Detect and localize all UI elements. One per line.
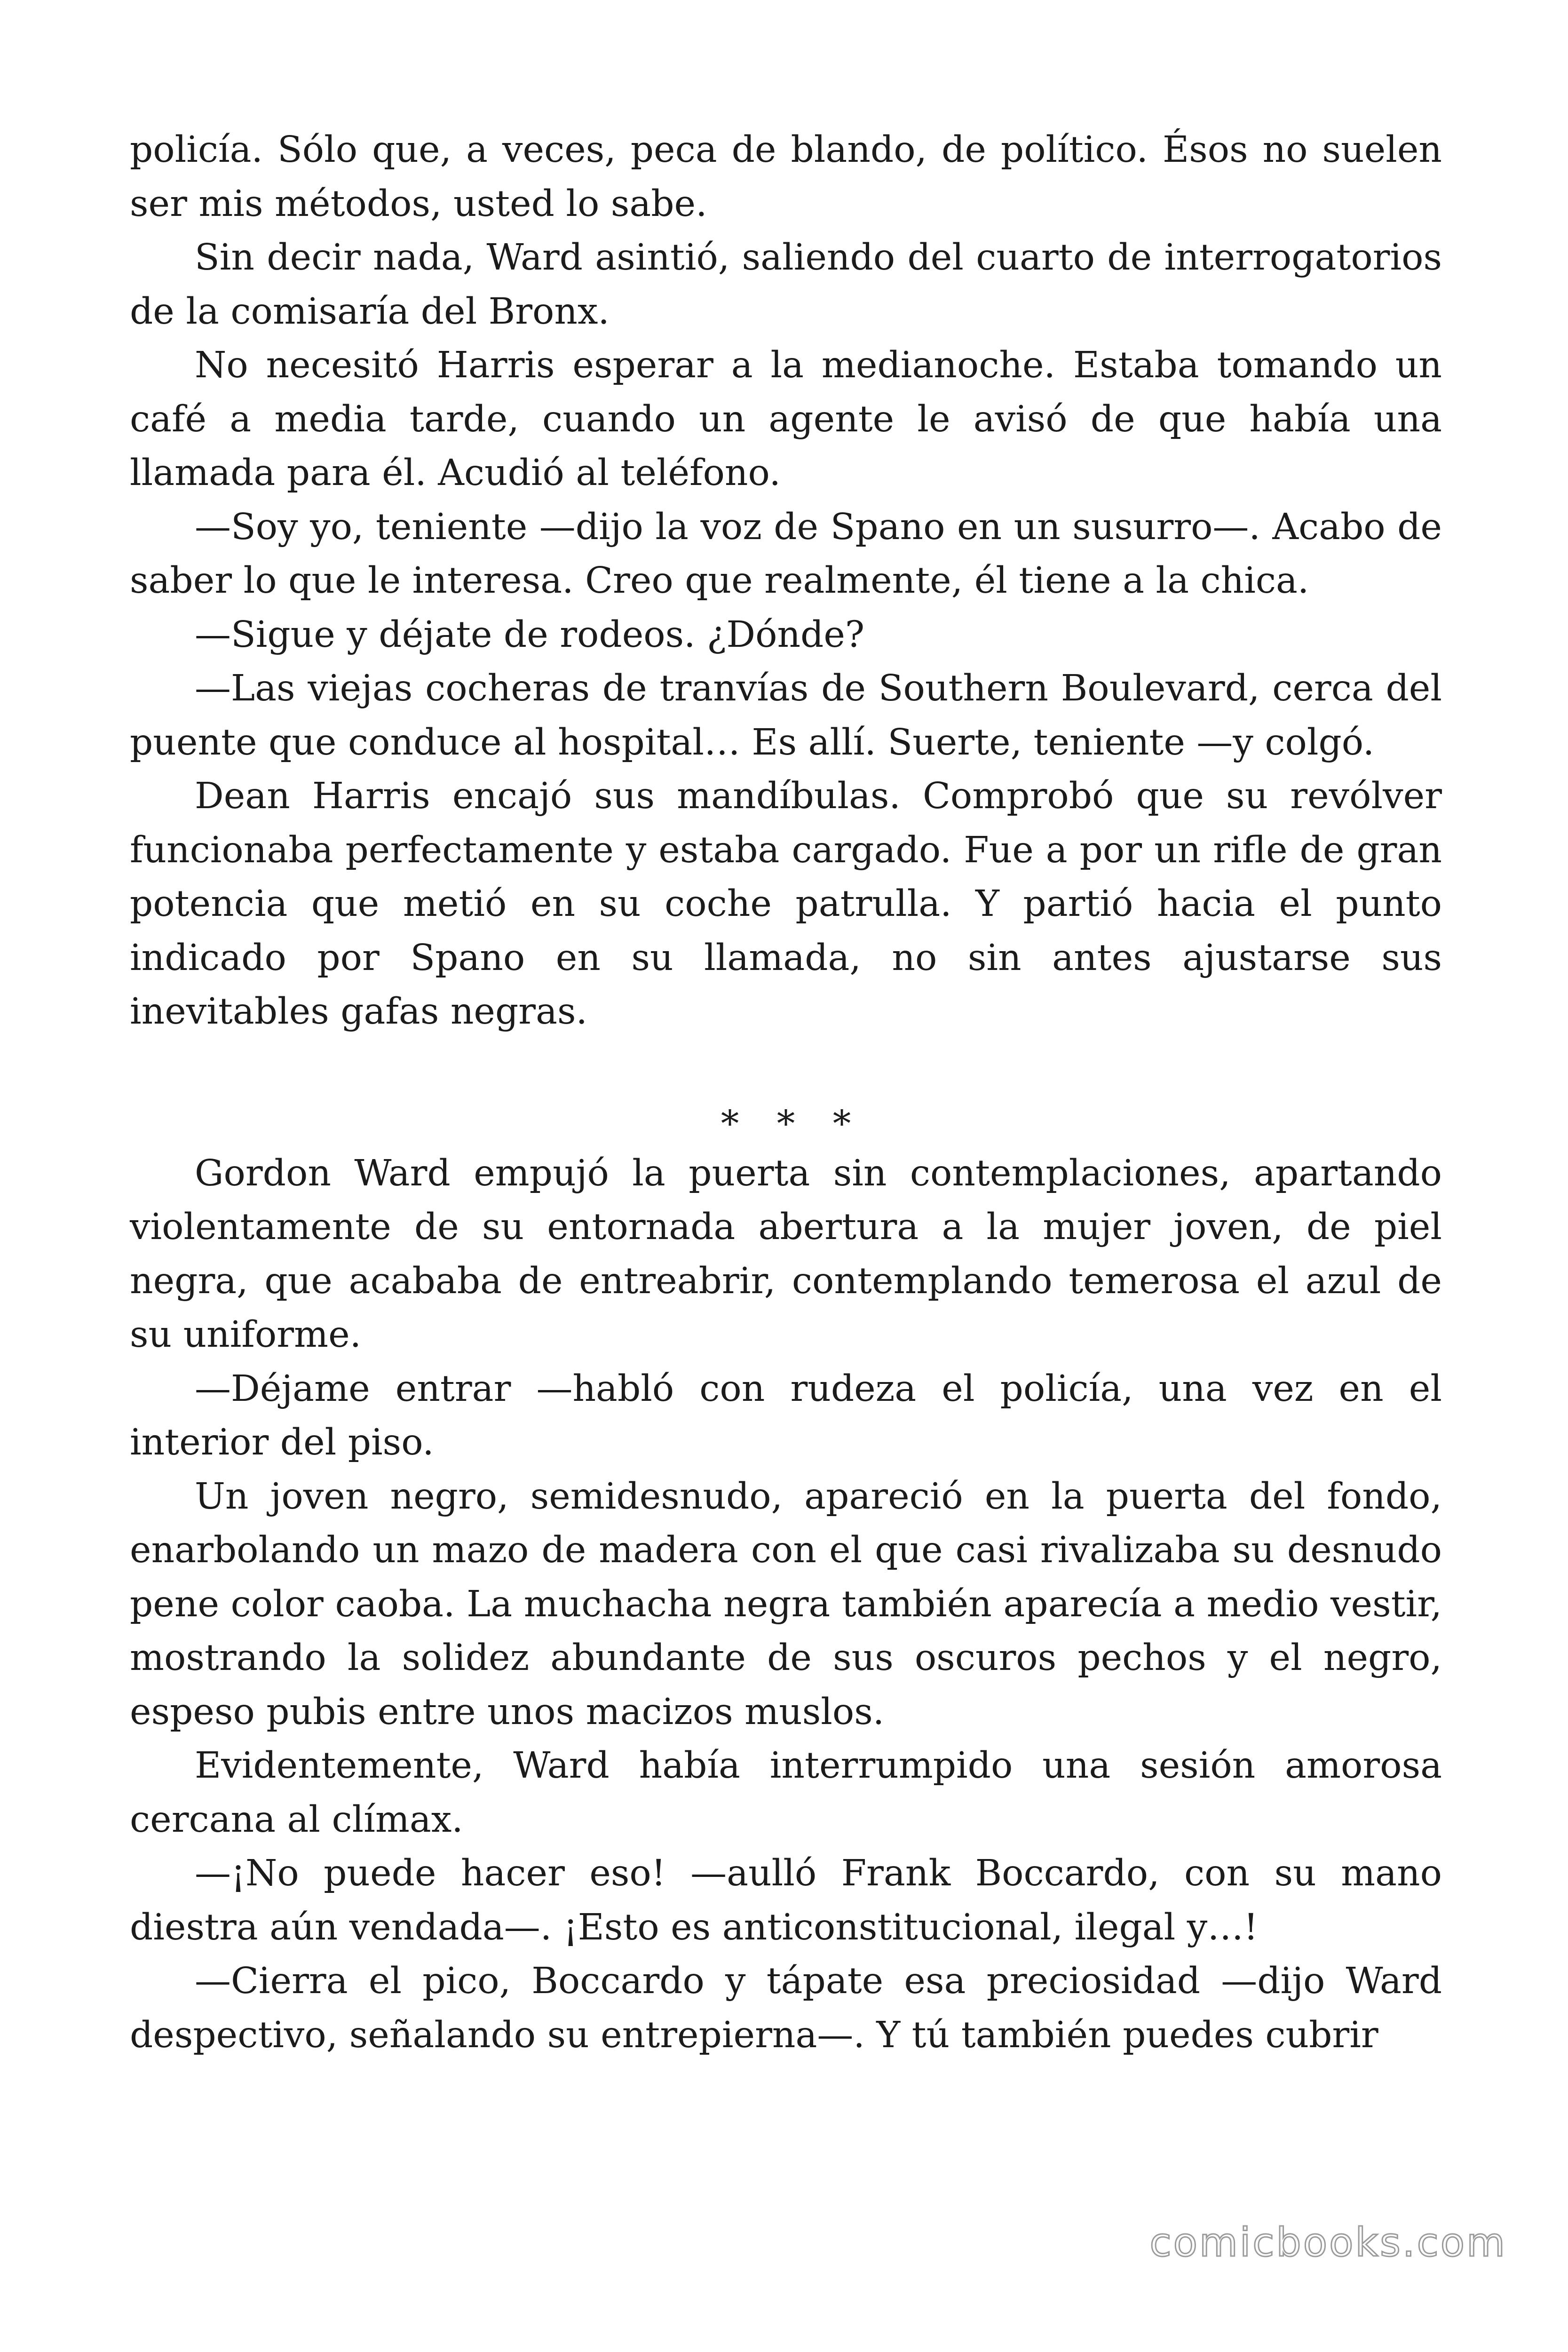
paragraph: —¡No puede hacer eso! —aulló Frank Boccardo, con su mano diestra aún vendada—. ¡Esto es anticonstitucional, ilegal y…! <box>130 1852 1442 1948</box>
paragraph: Gordon Ward empujó la puerta sin contemplaciones, apartando violentamente de su entornada abertura a la mujer joven, de piel negra, que acababa de entreabrir, contemplando temerosa el azul de su uniforme. <box>130 1152 1442 1356</box>
paragraph: No necesitó Harris esperar a la medianoche. Estaba tomando un café a media tarde, cuando un agente le avisó de que había una llamada para él. Acudió al teléfono. <box>130 344 1442 494</box>
paragraph: Sin decir nada, Ward asintió, saliendo del cuarto de interrogatorios de la comisaría del Bronx. <box>130 237 1442 333</box>
paragraph: Un joven negro, semidesnudo, apareció en la puerta del fondo, enarbolando un mazo de madera con el que casi rivalizaba su desnudo pene color caoba. La muchacha negra también aparecía a medio vestir, mostrando la solidez abundante de sus oscuros pechos y el negro, espeso pubis entre unos macizos muslos. <box>130 1475 1442 1733</box>
paragraph: policía. Sólo que, a veces, peca de blando, de político. Ésos no suelen ser mis métodos, usted lo sabe. <box>130 129 1442 225</box>
paragraph: —Déjame entrar —habló con rudeza el policía, una vez en el interior del piso. <box>130 1367 1442 1463</box>
paragraph: —Sigue y déjate de rodeos. ¿Dónde? <box>195 613 865 656</box>
paragraph: —Las viejas cocheras de tranvías de Southern Boulevard, cerca del puente que conduce al hospital… Es allí. Suerte, teniente —y colgó. <box>130 667 1442 763</box>
scene-break-asterisks: * * * <box>721 1103 864 1145</box>
paragraph: —Soy yo, teniente —dijo la voz de Spano en un susurro—. Acabo de saber lo que le interesa. Creo que realmente, él tiene a la chica. <box>130 506 1442 602</box>
paragraph: —Cierra el pico, Boccardo y tápate esa preciosidad —dijo Ward despectivo, señalando su entrepierna—. Y tú también puedes cubrir <box>130 1960 1442 2056</box>
page-body <box>130 123 1442 2062</box>
paragraph: Evidentemente, Ward había interrumpido una sesión amorosa cercana al clímax. <box>130 1745 1442 1841</box>
watermark: comicbooks.com <box>1149 2219 1507 2265</box>
scene-break <box>130 1039 1442 1147</box>
paragraph: Dean Harris encajó sus mandíbulas. Comprobó que su revólver funcionaba perfectamente y estaba cargado. Fue a por un rifle de gran potencia que metió en su coche patrulla. Y partió hacia el punto indicado por Spano en su llamada, no sin antes ajustarse sus inevitables gafas negras. <box>130 775 1442 1033</box>
